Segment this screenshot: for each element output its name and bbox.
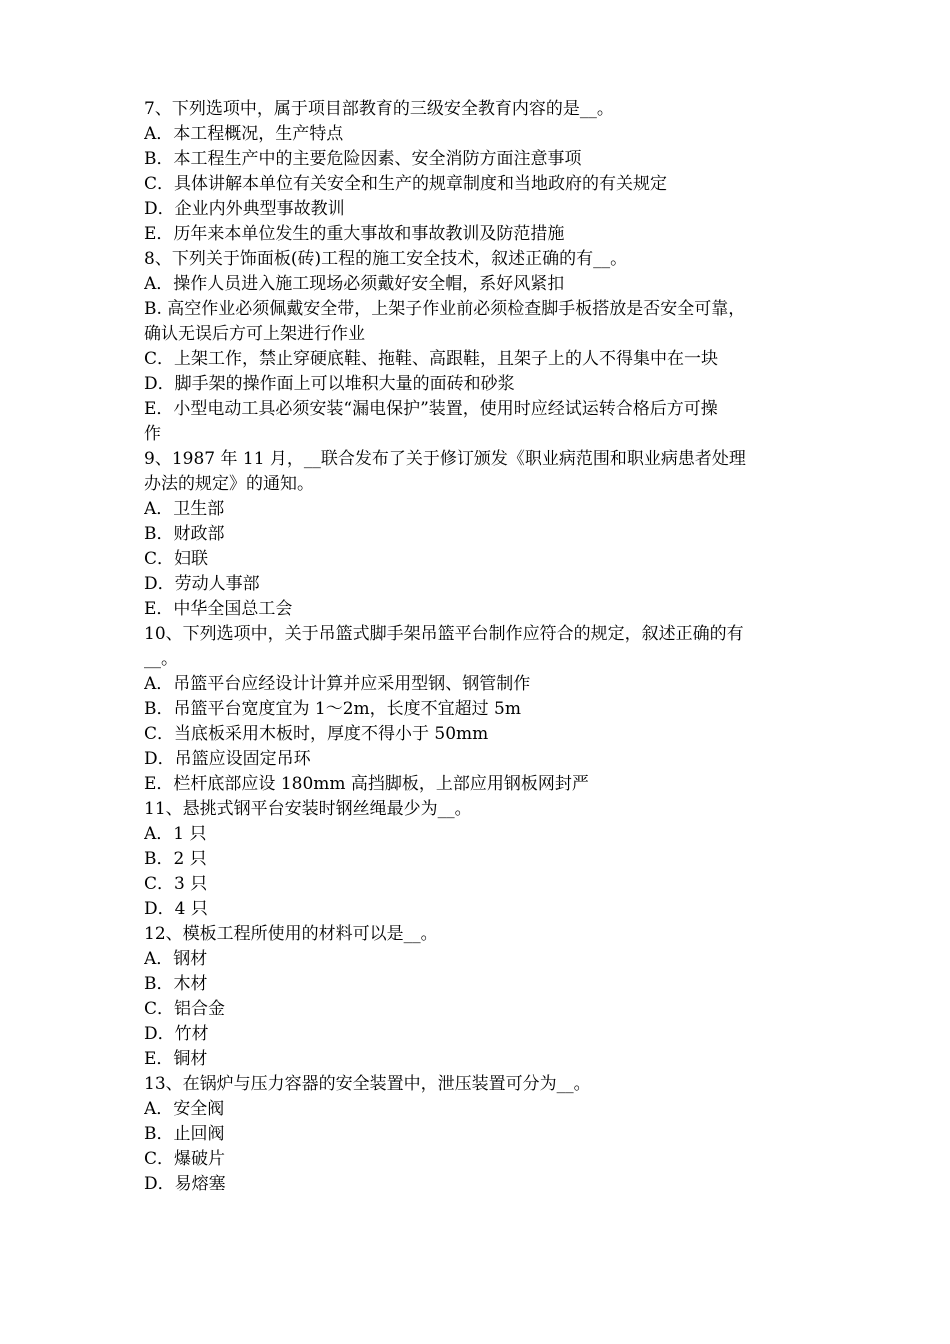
text-line: A．吊篮平台应经设计计算并应采用型钢、钢管制作 <box>144 674 531 694</box>
text-line: 确认无误后方可上架进行作业 <box>144 324 365 344</box>
text-line: 8、下列关于饰面板(砖)工程的施工安全技术，叙述正确的有__。 <box>144 249 628 269</box>
text-line: __。 <box>144 649 178 669</box>
text-line: E．铜材 <box>144 1049 208 1069</box>
text-line: E．小型电动工具必须安装“漏电保护”装置，使用时应经试运转合格后方可操 <box>144 399 718 419</box>
text-line: C．爆破片 <box>144 1149 226 1169</box>
text-line: A．操作人员进入施工现场必须戴好安全帽，系好风紧扣 <box>144 274 565 294</box>
text-line: B．本工程生产中的主要危险因素、安全消防方面注意事项 <box>144 149 582 169</box>
text-line: A．安全阀 <box>144 1099 225 1119</box>
text-line: B．木材 <box>144 974 208 994</box>
text-line: D．易熔塞 <box>144 1174 226 1194</box>
text-line: D．劳动人事部 <box>144 574 260 594</box>
text-line: D．脚手架的操作面上可以堆积大量的面砖和砂浆 <box>144 374 515 394</box>
text-line: D．竹材 <box>144 1024 209 1044</box>
text-line: A．卫生部 <box>144 499 225 519</box>
text-line: 办法的规定》的通知。 <box>144 474 314 494</box>
text-line: C．当底板采用木板时，厚度不得小于 50mm <box>144 724 489 744</box>
text-line: 12、模板工程所使用的材料可以是__。 <box>144 924 438 944</box>
text-line: B. 高空作业必须佩戴安全带，上架子作业前必须检查脚手板搭放是否安全可靠， <box>144 299 746 319</box>
text-line: 13、在锅炉与压力容器的安全装置中，泄压装置可分为__。 <box>144 1074 591 1094</box>
text-line: 7、下列选项中，属于项目部教育的三级安全教育内容的是__。 <box>144 99 614 119</box>
text-line: B．止回阀 <box>144 1124 225 1144</box>
text-line: E．栏杆底部应设 180mm 高挡脚板，上部应用钢板网封严 <box>144 774 589 794</box>
text-line: D．企业内外典型事故教训 <box>144 199 345 219</box>
text-line: C．3 只 <box>144 874 208 894</box>
text-line: C．上架工作，禁止穿硬底鞋、拖鞋、高跟鞋，且架子上的人不得集中在一块 <box>144 349 719 369</box>
text-line: D．吊篮应设固定吊环 <box>144 749 311 769</box>
text-line: A．本工程概况，生产特点 <box>144 124 344 144</box>
text-line: D．4 只 <box>144 899 208 919</box>
text-line: A．钢材 <box>144 949 208 969</box>
text-line: C．妇联 <box>144 549 209 569</box>
text-line: E．中华全国总工会 <box>144 599 293 619</box>
document-page <box>144 97 810 1197</box>
text-line: 作 <box>144 424 161 444</box>
text-line: 11、悬挑式钢平台安装时钢丝绳最少为__。 <box>144 799 472 819</box>
text-line: B．财政部 <box>144 524 225 544</box>
text-line: B．吊篮平台宽度宜为 1～2m，长度不宜超过 5m <box>144 699 521 719</box>
text-line: 10、下列选项中，关于吊篮式脚手架吊篮平台制作应符合的规定，叙述正确的有 <box>144 624 744 644</box>
text-line: B．2 只 <box>144 849 207 869</box>
text-line: C．具体讲解本单位有关安全和生产的规章制度和当地政府的有关规定 <box>144 174 668 194</box>
text-line: E．历年来本单位发生的重大事故和事故教训及防范措施 <box>144 224 565 244</box>
text-line: C．铝合金 <box>144 999 226 1019</box>
text-line: 9、1987 年 11 月，__联合发布了关于修订颁发《职业病范围和职业病患者处理 <box>144 449 746 469</box>
text-line: A．1 只 <box>144 824 207 844</box>
